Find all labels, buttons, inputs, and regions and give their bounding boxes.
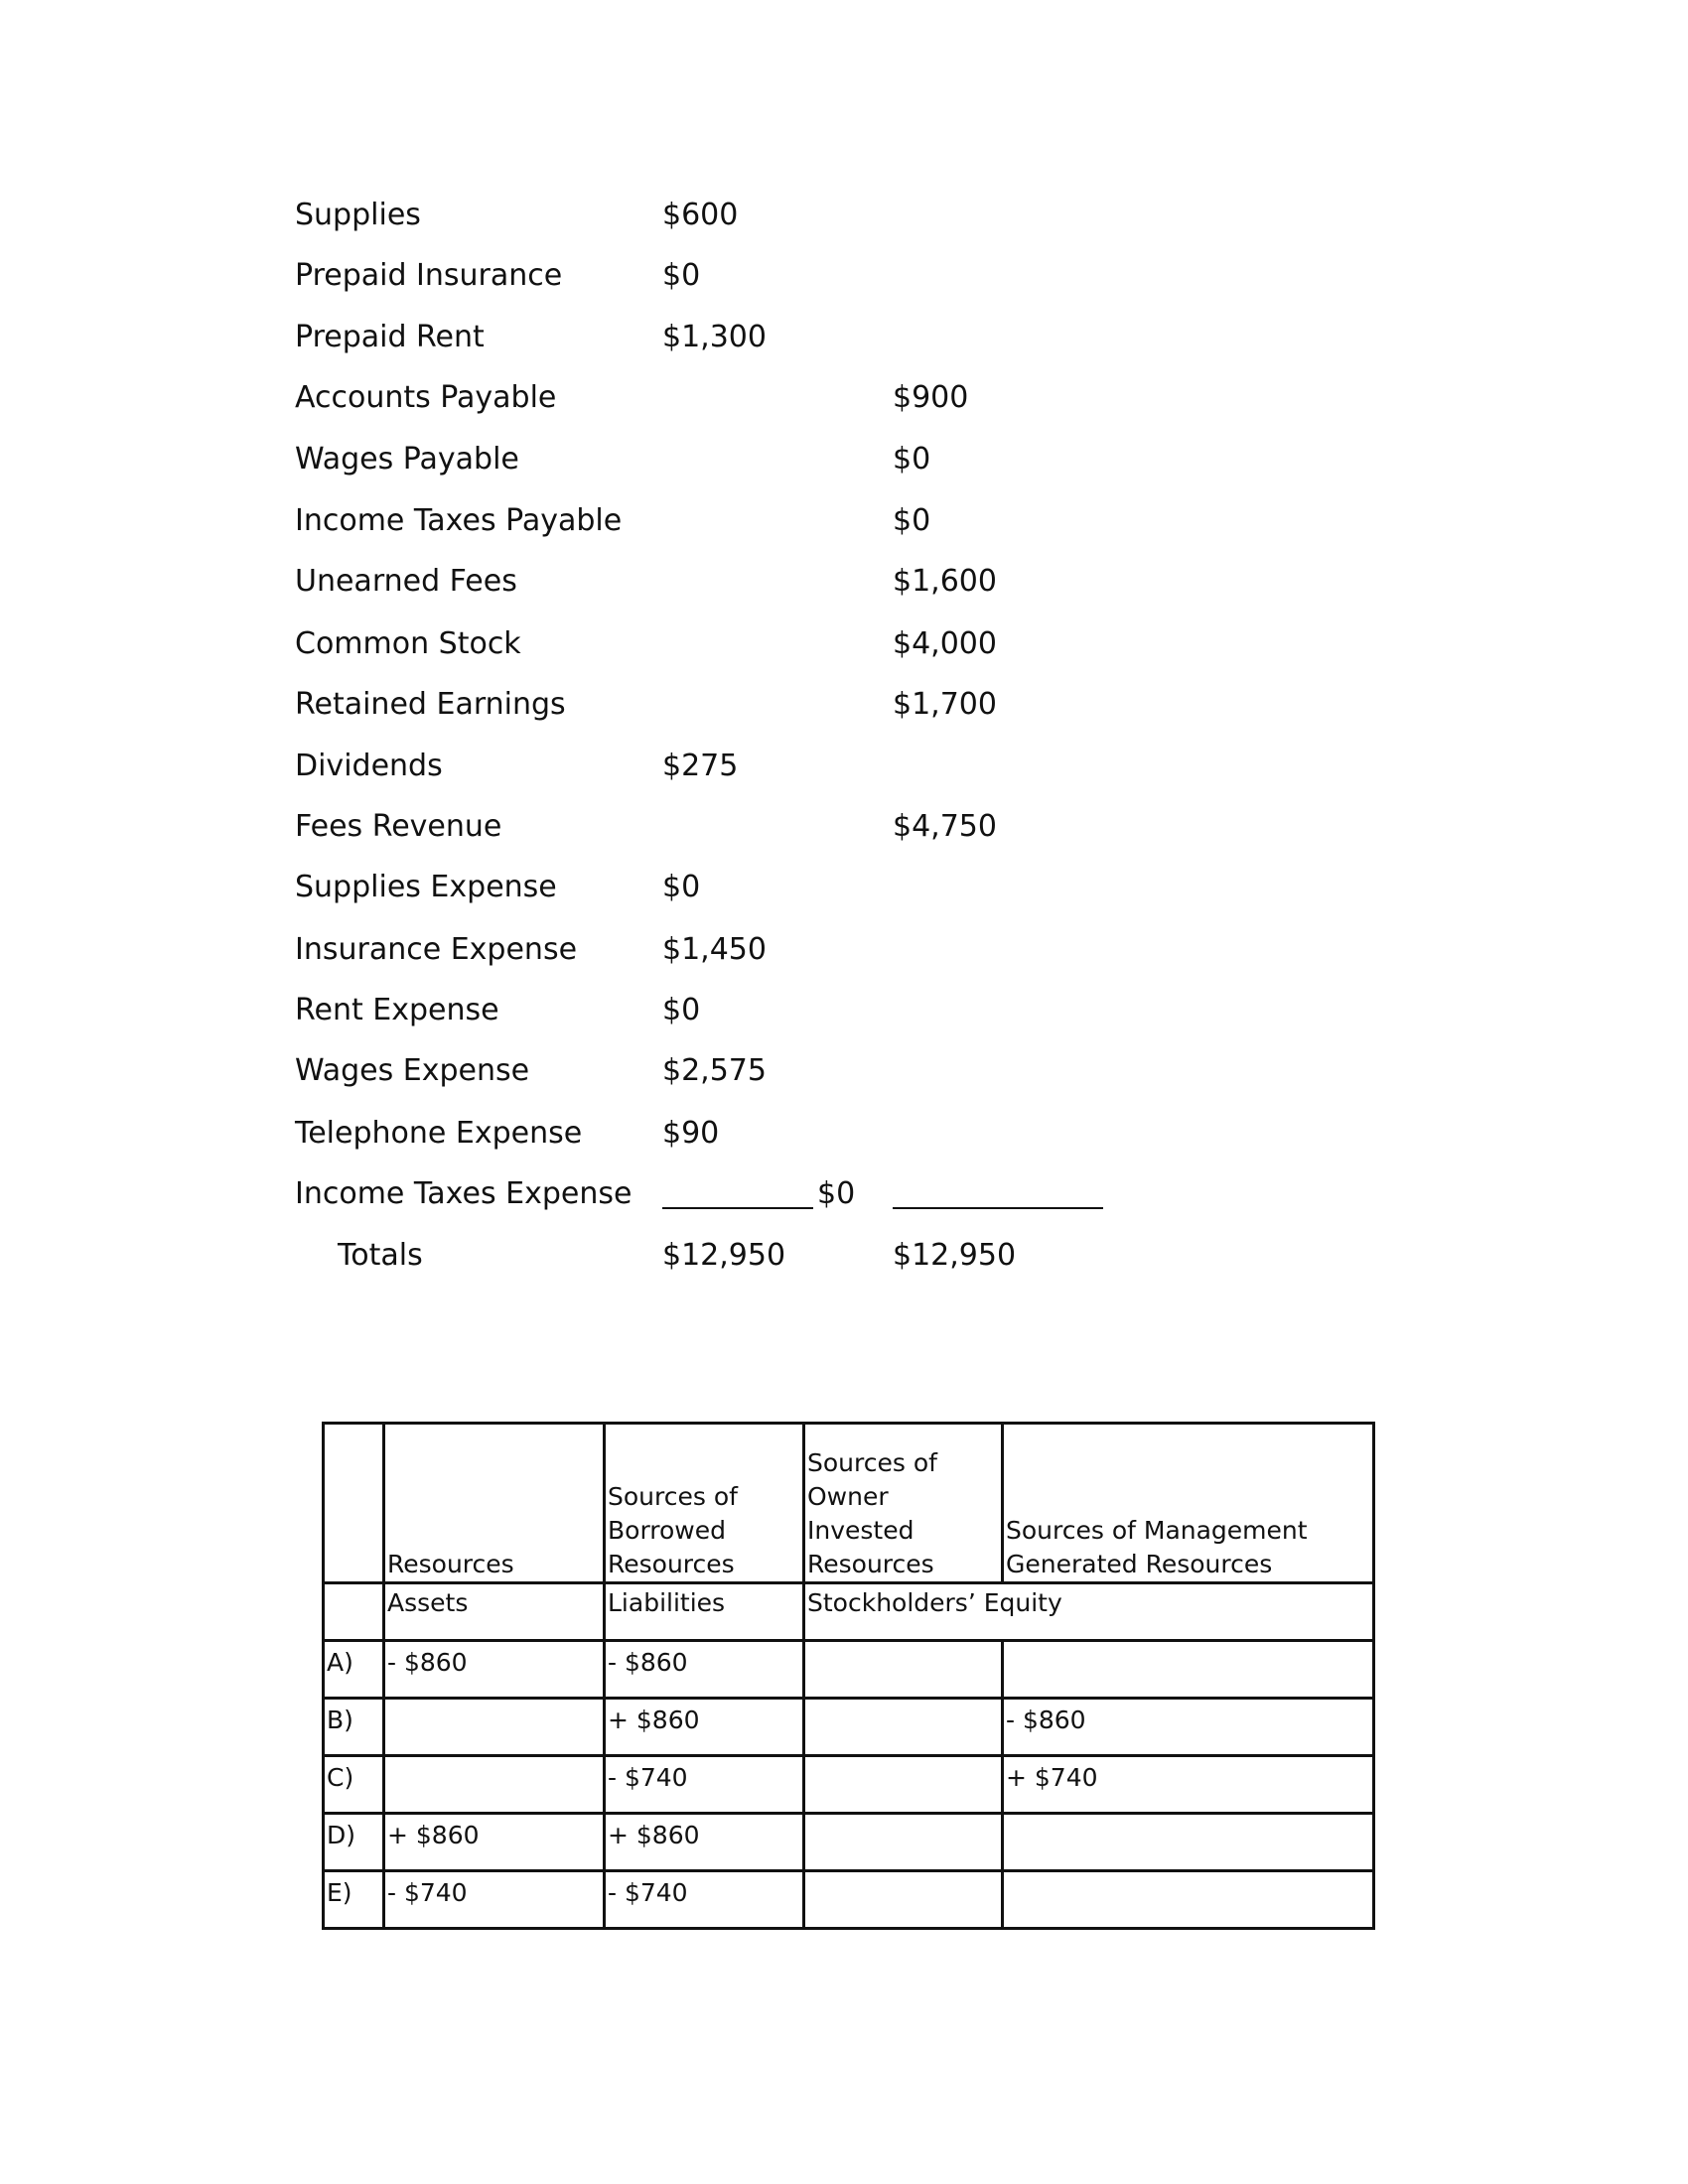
account-row bbox=[0, 1049, 1688, 1093]
header-line: Owner bbox=[807, 1482, 889, 1511]
debit-amount: $600 bbox=[662, 198, 739, 232]
header-line: Invested bbox=[807, 1516, 914, 1545]
liabilities-cell: + $860 bbox=[605, 1814, 804, 1871]
credit-underline bbox=[893, 1207, 1103, 1209]
header-line: Resources bbox=[608, 1550, 735, 1578]
option-label: B) bbox=[324, 1699, 384, 1756]
account-name: Insurance Expense bbox=[295, 932, 578, 967]
account-name: Fees Revenue bbox=[295, 809, 502, 844]
account-name: Wages Payable bbox=[295, 442, 519, 477]
credit-amount: $0 bbox=[893, 442, 931, 477]
account-row bbox=[0, 805, 1688, 849]
management-generated-cell bbox=[1003, 1871, 1374, 1929]
account-row bbox=[0, 622, 1688, 666]
account-name: Prepaid Rent bbox=[295, 320, 485, 354]
account-name: Prepaid Insurance bbox=[295, 258, 563, 293]
credit-amount: $4,000 bbox=[893, 626, 997, 661]
debit-amount: $90 bbox=[662, 1116, 720, 1151]
header-line: Resources bbox=[807, 1550, 934, 1578]
account-row bbox=[0, 560, 1688, 604]
account-name: Retained Earnings bbox=[295, 687, 566, 722]
account-row bbox=[0, 194, 1688, 237]
header-resources: Resources bbox=[384, 1424, 605, 1583]
liabilities-cell: + $860 bbox=[605, 1699, 804, 1756]
management-generated-cell bbox=[1003, 1814, 1374, 1871]
debit-amount: $0 bbox=[662, 993, 701, 1027]
owner-invested-cell bbox=[804, 1641, 1003, 1699]
account-row bbox=[0, 438, 1688, 481]
answer-table bbox=[322, 1422, 1375, 1930]
subheader-liabilities: Liabilities bbox=[605, 1583, 804, 1641]
owner-invested-cell bbox=[804, 1871, 1003, 1929]
account-row bbox=[0, 499, 1688, 543]
answer-row bbox=[324, 1814, 1374, 1871]
credit-amount: $900 bbox=[893, 380, 969, 415]
subheader-blank bbox=[324, 1583, 384, 1641]
owner-invested-cell bbox=[804, 1814, 1003, 1871]
account-name: Rent Expense bbox=[295, 993, 499, 1027]
account-name: Accounts Payable bbox=[295, 380, 557, 415]
account-row bbox=[0, 928, 1688, 972]
debit-amount: $0 bbox=[662, 258, 701, 293]
option-label: E) bbox=[324, 1871, 384, 1929]
totals-label: Totals bbox=[338, 1238, 423, 1273]
owner-invested-cell bbox=[804, 1756, 1003, 1814]
header-option bbox=[324, 1424, 384, 1583]
account-name: Income Taxes Expense bbox=[295, 1176, 633, 1211]
management-generated-cell: + $740 bbox=[1003, 1756, 1374, 1814]
header-line: Generated Resources bbox=[1006, 1550, 1273, 1578]
liabilities-cell: - $740 bbox=[605, 1756, 804, 1814]
header-line: Sources of Management bbox=[1006, 1516, 1308, 1545]
header-line: Sources of bbox=[608, 1482, 738, 1511]
debit-amount: $1,450 bbox=[662, 932, 767, 967]
assets-cell: - $860 bbox=[384, 1641, 605, 1699]
account-name: Supplies Expense bbox=[295, 870, 557, 904]
subheader-assets: Assets bbox=[384, 1583, 605, 1641]
header-management-generated bbox=[1003, 1424, 1374, 1583]
credit-amount: $0 bbox=[893, 503, 931, 538]
answer-row bbox=[324, 1699, 1374, 1756]
header-owner-invested bbox=[804, 1424, 1003, 1583]
account-row bbox=[0, 866, 1688, 909]
totals-debit: $12,950 bbox=[662, 1238, 786, 1273]
account-row bbox=[0, 376, 1688, 420]
debit-amount: $0 bbox=[662, 870, 701, 904]
subheader-equity: Stockholders’ Equity bbox=[804, 1583, 1374, 1641]
debit-amount: $2,575 bbox=[662, 1053, 767, 1088]
header-line: Borrowed bbox=[608, 1516, 727, 1545]
header-row bbox=[324, 1424, 1374, 1583]
account-row bbox=[0, 1112, 1688, 1156]
debit-amount: $1,300 bbox=[662, 320, 767, 354]
option-label: D) bbox=[324, 1814, 384, 1871]
account-name: Wages Expense bbox=[295, 1053, 530, 1088]
credit-amount: $1,700 bbox=[893, 687, 997, 722]
answer-row bbox=[324, 1756, 1374, 1814]
account-row bbox=[0, 254, 1688, 298]
account-name: Telephone Expense bbox=[295, 1116, 583, 1151]
account-name: Dividends bbox=[295, 749, 443, 783]
option-label: A) bbox=[324, 1641, 384, 1699]
management-generated-cell bbox=[1003, 1641, 1374, 1699]
account-row bbox=[0, 989, 1688, 1032]
totals-row bbox=[0, 1234, 1688, 1278]
debit-underline bbox=[662, 1207, 813, 1209]
management-generated-cell: - $860 bbox=[1003, 1699, 1374, 1756]
credit-amount: $4,750 bbox=[893, 809, 997, 844]
account-name: Common Stock bbox=[295, 626, 521, 661]
liabilities-cell: - $740 bbox=[605, 1871, 804, 1929]
debit-amount: $275 bbox=[662, 749, 739, 783]
answer-row bbox=[324, 1871, 1374, 1929]
account-row bbox=[0, 1172, 1688, 1216]
assets-cell bbox=[384, 1699, 605, 1756]
header-borrowed bbox=[605, 1424, 804, 1583]
assets-cell bbox=[384, 1756, 605, 1814]
account-name: Supplies bbox=[295, 198, 421, 232]
assets-cell: - $740 bbox=[384, 1871, 605, 1929]
credit-amount: $1,600 bbox=[893, 564, 997, 599]
answer-row bbox=[324, 1641, 1374, 1699]
account-name: Income Taxes Payable bbox=[295, 503, 623, 538]
account-row bbox=[0, 683, 1688, 727]
account-name: Unearned Fees bbox=[295, 564, 517, 599]
owner-invested-cell bbox=[804, 1699, 1003, 1756]
account-row bbox=[0, 745, 1688, 788]
debit-amount: $0 bbox=[817, 1176, 856, 1211]
account-row bbox=[0, 316, 1688, 359]
option-label: C) bbox=[324, 1756, 384, 1814]
liabilities-cell: - $860 bbox=[605, 1641, 804, 1699]
totals-credit: $12,950 bbox=[893, 1238, 1017, 1273]
subheader-row bbox=[324, 1583, 1374, 1641]
header-line: Sources of bbox=[807, 1448, 937, 1477]
assets-cell: + $860 bbox=[384, 1814, 605, 1871]
